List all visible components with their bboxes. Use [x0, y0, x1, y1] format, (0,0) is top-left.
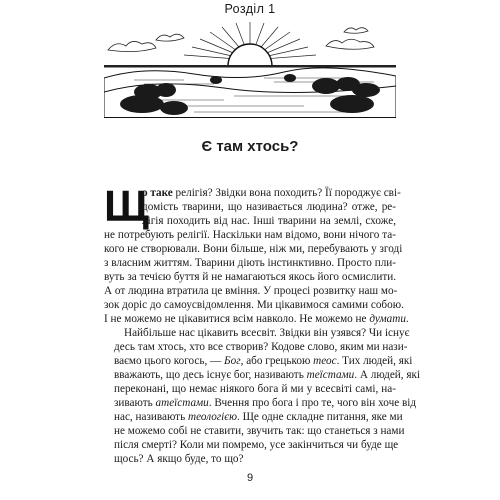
page-number: 9	[246, 472, 254, 484]
text-line: нас, називають теологією. Ще одне складне питання, яке ми	[114, 411, 403, 423]
emphasis: Бог	[224, 355, 241, 367]
text-line: Найбільше нас цікавить всесвіт. Звідки він узявся? Чи існує	[124, 327, 410, 339]
sunrise-landscape-illustration	[104, 20, 396, 118]
paragraph-1	[104, 182, 409, 326]
text-line: о таке релігія? Звідки вона походить? Її породжує сві-	[142, 187, 401, 199]
emphasis: теос	[313, 355, 337, 367]
emphasis: теїстами	[306, 369, 355, 381]
text-line: І не можемо не цікавитися всім навколо. Не можемо не думати.	[104, 313, 409, 325]
text-line: щось? А якщо буде, то що?	[114, 453, 244, 465]
text-line: з власним життям. Тварини діють інстинктивно. Просто пли-	[104, 257, 396, 269]
emphasis: думати	[369, 313, 406, 325]
text-line: десь там хтось, хто все створив? Кодове слово, яким ми нази-	[114, 341, 408, 353]
text-line: зивають атеїстами. Вчення про бога і про те, чого він хоче від	[114, 397, 417, 409]
chapter-label: Розділ 1	[224, 2, 276, 16]
text-line: після смерті? Коли ми помремо, усе закінчиться чи буде ще	[114, 439, 399, 451]
paragraph-2	[104, 326, 421, 466]
text-line: вуть за течією буття й не намагаються якось його осмислити.	[104, 271, 396, 283]
text-line: не потребують релігії. Наскільки нам відомо, вони нічого та-	[104, 229, 396, 241]
text-line: домість тварини, що називається людина? отже, ре-	[142, 201, 396, 213]
lead-in: о таке	[142, 187, 173, 199]
text-line: кого не створювали. Вони більше, ніж ми, перебувають у згоді	[104, 243, 403, 255]
body-text	[104, 182, 421, 466]
text-line: вважають, що десь існує бог, називають теїстами. А людей, які	[114, 369, 421, 381]
emphasis: теологією	[187, 411, 238, 423]
emphasis: атеїстами	[155, 397, 209, 409]
text-line: А от людина втратила це вміння. У процесі розвитку наш мо-	[104, 285, 398, 297]
drop-cap: Щ	[104, 182, 149, 231]
text-line: ваємо цього когось, — Бог, або грецькою теос. Тих людей, які	[114, 355, 413, 367]
text-line: переконані, що немає ніякого бога й ми у всесвіті самі, на-	[114, 383, 396, 395]
chapter-title: Є там хтось?	[201, 138, 299, 155]
text-line: зок доріс до самоусвідомлення. Ми цікавимося самими собою.	[104, 299, 404, 311]
text-line: не можемо собі не ставити, звучить так: що станеться з нами	[114, 425, 405, 437]
text-line: лігія походить від нас. Інші тварини на землі, схоже,	[142, 215, 396, 227]
